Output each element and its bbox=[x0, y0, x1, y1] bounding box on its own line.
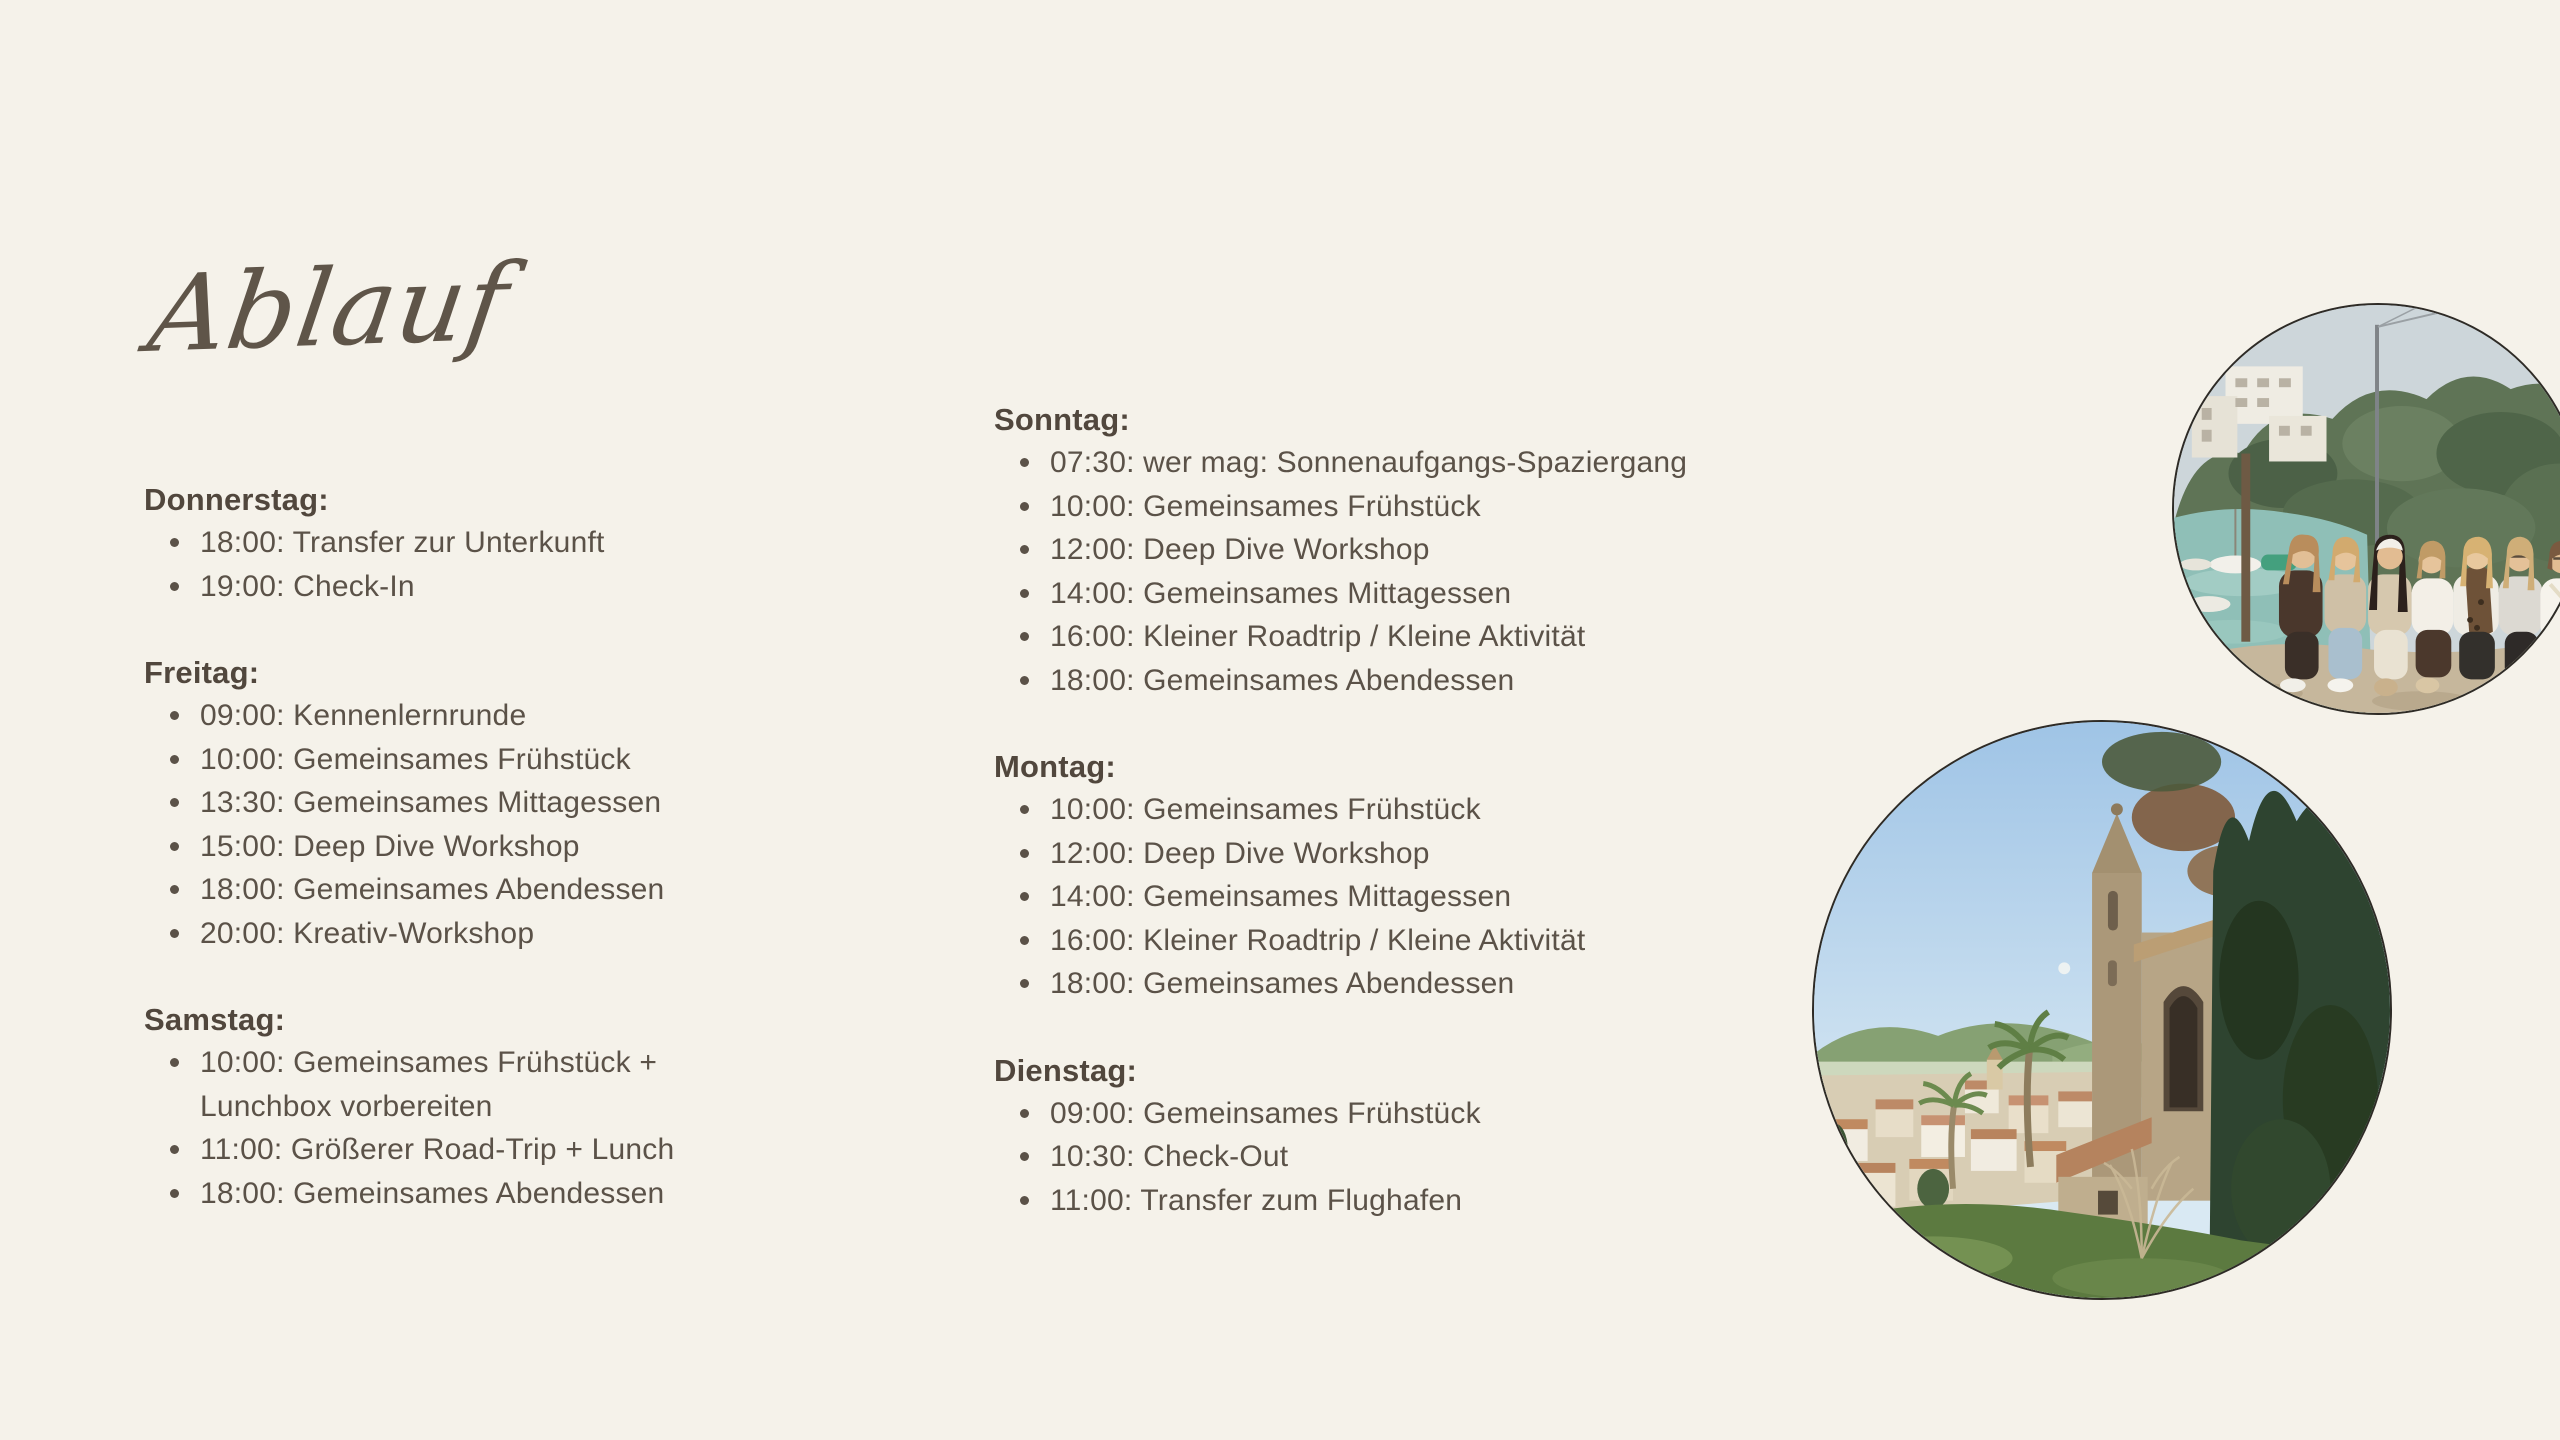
day-block-sonntag bbox=[994, 398, 1854, 702]
day-list-dienstag bbox=[994, 1092, 1854, 1223]
schedule-item: 12:00: Deep Dive Workshop bbox=[1050, 832, 1854, 876]
schedule-item: 18:00: Gemeinsames Abendessen bbox=[1050, 962, 1854, 1006]
schedule-item: 10:30: Check-Out bbox=[1050, 1135, 1854, 1179]
schedule-item: 20:00: Kreativ-Workshop bbox=[200, 912, 744, 956]
day-heading-dienstag: Dienstag: bbox=[994, 1052, 1138, 1088]
day-block-samstag bbox=[144, 998, 744, 1215]
schedule-item: 10:00: Gemeinsames Frühstück bbox=[200, 738, 744, 782]
day-list-montag bbox=[994, 788, 1854, 1006]
day-block-freitag bbox=[144, 651, 744, 955]
schedule-item: 15:00: Deep Dive Workshop bbox=[200, 825, 744, 869]
schedule-item: 09:00: Gemeinsames Frühstück bbox=[1050, 1092, 1854, 1136]
day-list-sonntag bbox=[994, 441, 1854, 702]
schedule-item: 13:30: Gemeinsames Mittagessen bbox=[200, 781, 744, 825]
day-list-freitag bbox=[144, 694, 744, 955]
schedule-item: 14:00: Gemeinsames Mittagessen bbox=[1050, 572, 1854, 616]
church-town-photo bbox=[1812, 720, 2392, 1300]
schedule-column-left bbox=[144, 478, 744, 1258]
schedule-item: 16:00: Kleiner Roadtrip / Kleine Aktivität bbox=[1050, 919, 1854, 963]
schedule-item: 10:00: Gemeinsames Frühstück bbox=[1050, 788, 1854, 832]
day-block-montag bbox=[994, 745, 1854, 1006]
schedule-column-right bbox=[994, 398, 1854, 1265]
day-heading-samstag: Samstag: bbox=[144, 1002, 286, 1037]
page-title: Ablauf bbox=[141, 240, 517, 377]
schedule-item: 07:30: wer mag: Sonnenaufgangs-Spaziergang bbox=[1050, 441, 1854, 485]
day-block-dienstag bbox=[994, 1049, 1854, 1223]
day-heading-freitag: Freitag: bbox=[144, 655, 260, 690]
schedule-item: 18:00: Gemeinsames Abendessen bbox=[200, 868, 744, 912]
day-list-samstag bbox=[144, 1041, 744, 1215]
schedule-item: 18:00: Gemeinsames Abendessen bbox=[1050, 659, 1854, 703]
schedule-item: 14:00: Gemeinsames Mittagessen bbox=[1050, 875, 1854, 919]
group-harbor-photo-illustration bbox=[2174, 305, 2560, 713]
schedule-item: 18:00: Transfer zur Unterkunft bbox=[200, 521, 744, 565]
group-harbor-photo bbox=[2172, 303, 2560, 715]
schedule-item: 19:00: Check-In bbox=[200, 565, 744, 609]
day-heading-donnerstag: Donnerstag: bbox=[144, 482, 329, 517]
day-list-donnerstag bbox=[144, 521, 744, 608]
day-block-donnerstag bbox=[144, 478, 744, 608]
schedule-item: 10:00: Gemeinsames Frühstück + Lunchbox vorbereiten bbox=[200, 1041, 744, 1128]
schedule-item: 10:00: Gemeinsames Frühstück bbox=[1050, 485, 1854, 529]
day-heading-sonntag: Sonntag: bbox=[994, 402, 1130, 437]
schedule-item: 16:00: Kleiner Roadtrip / Kleine Aktivität bbox=[1050, 615, 1854, 659]
church-town-photo-illustration bbox=[1814, 722, 2390, 1298]
schedule-item: 09:00: Kennenlernrunde bbox=[200, 694, 744, 738]
day-heading-montag: Montag: bbox=[994, 749, 1116, 784]
schedule-item: 11:00: Transfer zum Flughafen bbox=[1050, 1179, 1854, 1223]
schedule-item: 11:00: Größerer Road-Trip + Lunch bbox=[200, 1128, 744, 1172]
schedule-item: 18:00: Gemeinsames Abendessen bbox=[200, 1172, 744, 1216]
schedule-item: 12:00: Deep Dive Workshop bbox=[1050, 528, 1854, 572]
